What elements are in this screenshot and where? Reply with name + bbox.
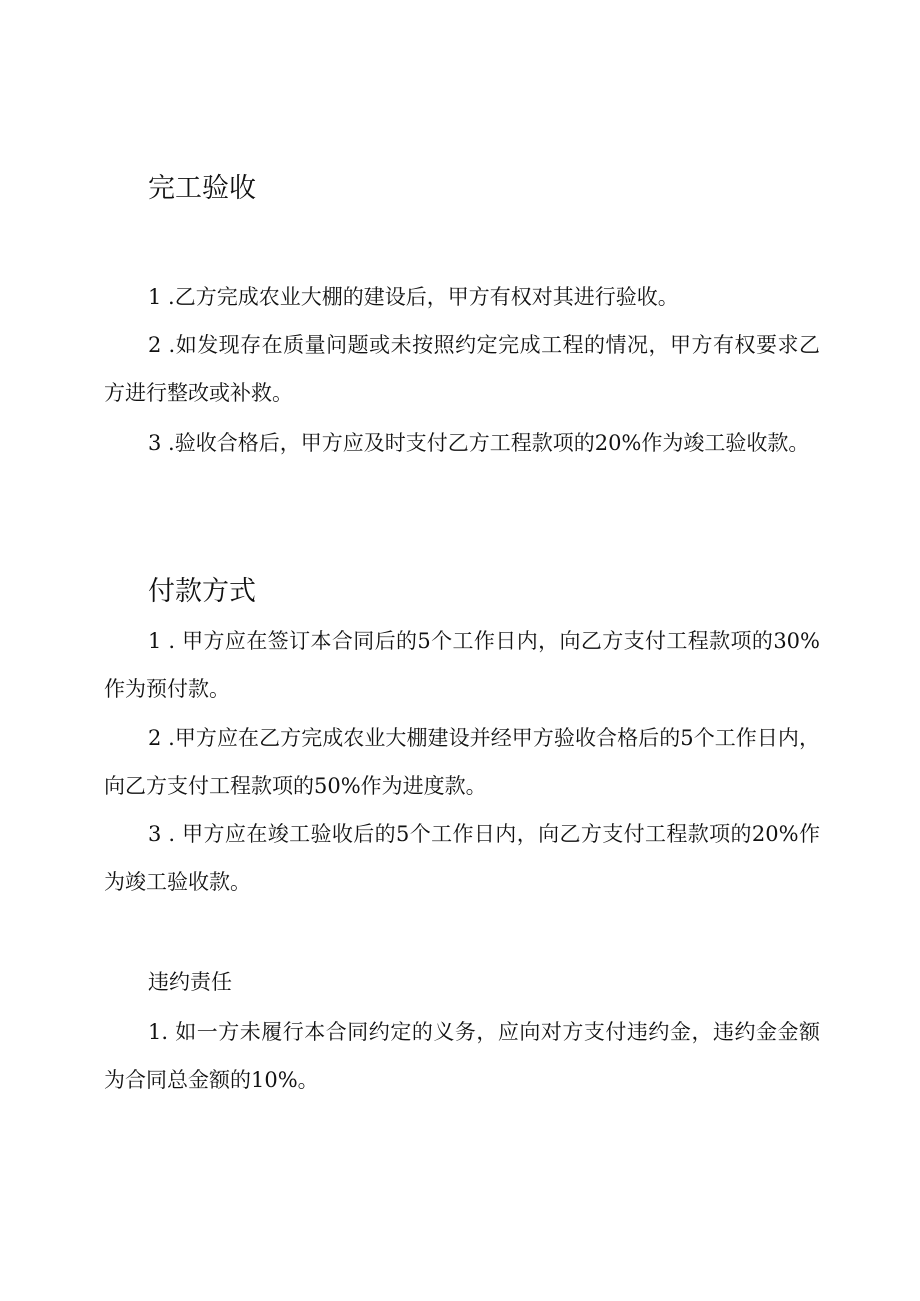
acceptance-item-1: 1 .乙方完成农业大棚的建设后，甲方有权对其进行验收。 <box>148 285 679 309</box>
section-heading-liability: 违约责任 <box>148 970 232 994</box>
liability-item-1: 1. 如一方未履行本合同约定的义务，应向对方支付违约金，违约金金额为合同总金额的10%。 <box>104 1020 820 1092</box>
payment-item-3: 3 . 甲方应在竣工验收后的5个工作日内，向乙方支付工程款项的20%作为竣工验收款。 <box>104 822 820 894</box>
section-heading-payment: 付款方式 <box>148 576 256 607</box>
payment-item-2: 2 .甲方应在乙方完成农业大棚建设并经甲方验收合格后的5个工作日内，向乙方支付工程款项的50%作为进度款。 <box>104 726 820 798</box>
acceptance-item-2: 2 .如发现存在质量问题或未按照约定完成工程的情况，甲方有权要求乙方进行整改或补救。 <box>104 333 820 405</box>
payment-item-1: 1 . 甲方应在签订本合同后的5个工作日内，向乙方支付工程款项的30%作为预付款。 <box>104 629 820 701</box>
acceptance-item-3: 3 .验收合格后，甲方应及时支付乙方工程款项的20%作为竣工验收款。 <box>148 431 810 455</box>
section-heading-acceptance: 完工验收 <box>148 173 256 204</box>
